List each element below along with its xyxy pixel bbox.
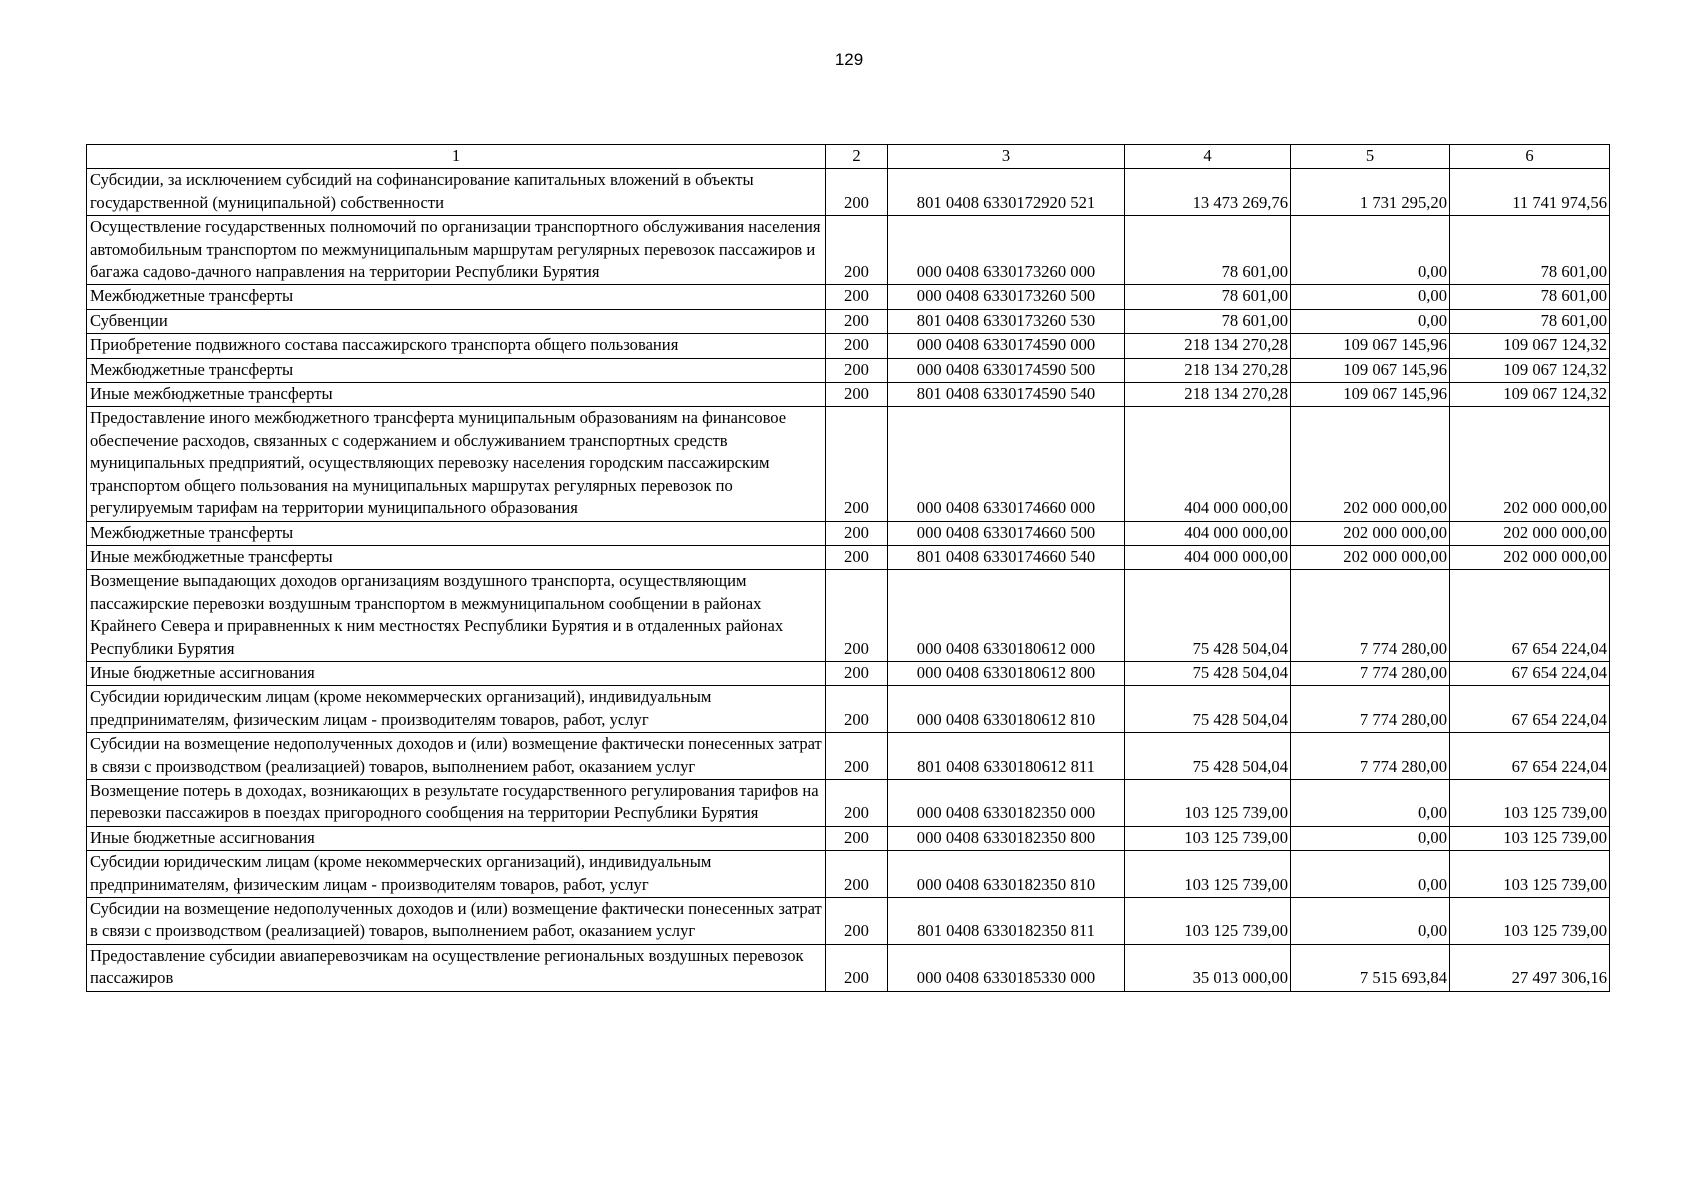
row-value-col6: 78 601,00 <box>1450 309 1610 333</box>
row-value-col4: 103 125 739,00 <box>1125 779 1291 826</box>
row-value-col4: 75 428 504,04 <box>1125 733 1291 780</box>
table-row <box>87 407 1610 521</box>
row-classification: 000 0408 6330182350 810 <box>888 851 1125 898</box>
header-cell-2: 2 <box>826 145 888 169</box>
row-classification: 801 0408 6330172920 521 <box>888 169 1125 216</box>
row-classification: 000 0408 6330182350 800 <box>888 826 1125 850</box>
row-value-col4: 78 601,00 <box>1125 309 1291 333</box>
row-value-col6: 103 125 739,00 <box>1450 851 1610 898</box>
budget-table <box>86 144 1610 992</box>
row-name: Иные межбюджетные трансферты <box>87 383 826 407</box>
row-code: 200 <box>826 826 888 850</box>
header-row <box>87 145 1610 169</box>
row-name: Межбюджетные трансферты <box>87 358 826 382</box>
row-name: Межбюджетные трансферты <box>87 285 826 309</box>
row-code: 200 <box>826 898 888 945</box>
row-value-col5: 202 000 000,00 <box>1291 521 1450 545</box>
row-name: Межбюджетные трансферты <box>87 521 826 545</box>
row-classification: 000 0408 6330174660 500 <box>888 521 1125 545</box>
row-classification: 000 0408 6330173260 500 <box>888 285 1125 309</box>
row-code: 200 <box>826 309 888 333</box>
row-code: 200 <box>826 285 888 309</box>
row-value-col5: 0,00 <box>1291 309 1450 333</box>
row-value-col6: 103 125 739,00 <box>1450 898 1610 945</box>
row-name: Осуществление государственных полномочий по организации транспортного обслуживания населения автомобильным транспортом по межмуниципальным маршрутам регулярных перевозок пассажиров и багажа садово-дачного направления на территории Республики Бурятия <box>87 216 826 285</box>
row-value-col6: 67 654 224,04 <box>1450 661 1610 685</box>
table-row <box>87 661 1610 685</box>
row-value-col6: 78 601,00 <box>1450 216 1610 285</box>
row-value-col4: 218 134 270,28 <box>1125 334 1291 358</box>
row-value-col5: 0,00 <box>1291 851 1450 898</box>
row-value-col4: 404 000 000,00 <box>1125 545 1291 569</box>
row-code: 200 <box>826 383 888 407</box>
row-name: Возмещение потерь в доходах, возникающих в результате государственного регулирования тарифов на перевозки пассажиров в поездах пригородного сообщения на территории Республики Бурятия <box>87 779 826 826</box>
row-code: 200 <box>826 334 888 358</box>
row-value-col5: 7 774 280,00 <box>1291 733 1450 780</box>
table-row <box>87 358 1610 382</box>
row-value-col5: 1 731 295,20 <box>1291 169 1450 216</box>
row-value-col5: 0,00 <box>1291 826 1450 850</box>
row-value-col6: 27 497 306,16 <box>1450 944 1610 991</box>
row-name: Иные бюджетные ассигнования <box>87 661 826 685</box>
row-code: 200 <box>826 570 888 662</box>
row-value-col4: 35 013 000,00 <box>1125 944 1291 991</box>
row-name: Субсидии на возмещение недополученных доходов и (или) возмещение фактически понесенных затрат в связи с производством (реализацией) товаров, выполнением работ, оказанием услуг <box>87 733 826 780</box>
row-value-col6: 78 601,00 <box>1450 285 1610 309</box>
row-name: Возмещение выпадающих доходов организациям воздушного транспорта, осуществляющим пассажирские перевозки воздушным транспортом в межмуниципальном сообщении в районах Крайнего Севера и приравненных к ним местностях Республики Бурятия и в отдаленных районах Республики Бурятия <box>87 570 826 662</box>
row-classification: 000 0408 6330180612 000 <box>888 570 1125 662</box>
row-value-col5: 7 774 280,00 <box>1291 570 1450 662</box>
row-name: Приобретение подвижного состава пассажирского транспорта общего пользования <box>87 334 826 358</box>
header-cell-1: 1 <box>87 145 826 169</box>
row-value-col4: 75 428 504,04 <box>1125 686 1291 733</box>
row-code: 200 <box>826 944 888 991</box>
row-code: 200 <box>826 521 888 545</box>
row-code: 200 <box>826 733 888 780</box>
page-number: 129 <box>834 50 864 69</box>
row-value-col4: 75 428 504,04 <box>1125 570 1291 662</box>
row-name: Субсидии, за исключением субсидий на софинансирование капитальных вложений в объекты государственной (муниципальной) собственности <box>87 169 826 216</box>
header-cell-6: 6 <box>1450 145 1610 169</box>
row-value-col5: 0,00 <box>1291 898 1450 945</box>
row-classification: 000 0408 6330185330 000 <box>888 944 1125 991</box>
row-value-col4: 78 601,00 <box>1125 216 1291 285</box>
row-value-col5: 7 774 280,00 <box>1291 661 1450 685</box>
row-value-col5: 0,00 <box>1291 216 1450 285</box>
row-value-col4: 218 134 270,28 <box>1125 383 1291 407</box>
header-cell-3: 3 <box>888 145 1125 169</box>
row-value-col5: 0,00 <box>1291 779 1450 826</box>
row-classification: 801 0408 6330173260 530 <box>888 309 1125 333</box>
row-name: Субвенции <box>87 309 826 333</box>
row-name: Иные бюджетные ассигнования <box>87 826 826 850</box>
row-classification: 801 0408 6330174590 540 <box>888 383 1125 407</box>
row-code: 200 <box>826 661 888 685</box>
row-name: Субсидии юридическим лицам (кроме некоммерческих организаций), индивидуальным предпринимателям, физическим лицам - производителям товаров, работ, услуг <box>87 851 826 898</box>
row-value-col5: 109 067 145,96 <box>1291 334 1450 358</box>
table-row <box>87 851 1610 898</box>
row-value-col6: 202 000 000,00 <box>1450 407 1610 521</box>
table-row <box>87 334 1610 358</box>
table-body <box>87 169 1610 991</box>
row-value-col5: 109 067 145,96 <box>1291 358 1450 382</box>
row-value-col5: 202 000 000,00 <box>1291 407 1450 521</box>
row-value-col6: 109 067 124,32 <box>1450 383 1610 407</box>
row-value-col5: 7 515 693,84 <box>1291 944 1450 991</box>
row-value-col5: 7 774 280,00 <box>1291 686 1450 733</box>
row-classification: 000 0408 6330180612 800 <box>888 661 1125 685</box>
table-row <box>87 285 1610 309</box>
row-value-col6: 109 067 124,32 <box>1450 358 1610 382</box>
table-row <box>87 779 1610 826</box>
table-row <box>87 826 1610 850</box>
table-row <box>87 216 1610 285</box>
row-classification: 000 0408 6330174660 000 <box>888 407 1125 521</box>
row-value-col6: 109 067 124,32 <box>1450 334 1610 358</box>
row-classification: 801 0408 6330174660 540 <box>888 545 1125 569</box>
row-code: 200 <box>826 779 888 826</box>
row-code: 200 <box>826 407 888 521</box>
table-row <box>87 898 1610 945</box>
row-name: Субсидии на возмещение недополученных доходов и (или) возмещение фактически понесенных затрат в связи с производством (реализацией) товаров, выполнением работ, оказанием услуг <box>87 898 826 945</box>
row-value-col4: 404 000 000,00 <box>1125 521 1291 545</box>
row-value-col6: 103 125 739,00 <box>1450 826 1610 850</box>
row-value-col4: 13 473 269,76 <box>1125 169 1291 216</box>
table-row <box>87 169 1610 216</box>
table-row <box>87 686 1610 733</box>
table-row <box>87 309 1610 333</box>
row-code: 200 <box>826 851 888 898</box>
row-classification: 000 0408 6330173260 000 <box>888 216 1125 285</box>
row-value-col5: 109 067 145,96 <box>1291 383 1450 407</box>
row-value-col4: 103 125 739,00 <box>1125 826 1291 850</box>
row-value-col4: 78 601,00 <box>1125 285 1291 309</box>
row-value-col5: 202 000 000,00 <box>1291 545 1450 569</box>
row-value-col6: 202 000 000,00 <box>1450 521 1610 545</box>
table-row <box>87 521 1610 545</box>
row-code: 200 <box>826 358 888 382</box>
header-cell-5: 5 <box>1291 145 1450 169</box>
table-row <box>87 545 1610 569</box>
row-classification: 000 0408 6330174590 000 <box>888 334 1125 358</box>
row-value-col4: 103 125 739,00 <box>1125 898 1291 945</box>
row-value-col4: 103 125 739,00 <box>1125 851 1291 898</box>
row-name: Предоставление субсидии авиаперевозчикам на осуществление региональных воздушных перевозок пассажиров <box>87 944 826 991</box>
table-row <box>87 383 1610 407</box>
row-value-col6: 11 741 974,56 <box>1450 169 1610 216</box>
row-value-col4: 404 000 000,00 <box>1125 407 1291 521</box>
row-classification: 000 0408 6330180612 810 <box>888 686 1125 733</box>
row-value-col6: 67 654 224,04 <box>1450 570 1610 662</box>
row-classification: 000 0408 6330182350 000 <box>888 779 1125 826</box>
row-code: 200 <box>826 169 888 216</box>
row-classification: 000 0408 6330174590 500 <box>888 358 1125 382</box>
row-classification: 801 0408 6330182350 811 <box>888 898 1125 945</box>
row-value-col4: 75 428 504,04 <box>1125 661 1291 685</box>
table-row <box>87 944 1610 991</box>
row-value-col4: 218 134 270,28 <box>1125 358 1291 382</box>
row-value-col6: 67 654 224,04 <box>1450 733 1610 780</box>
row-name: Предоставление иного межбюджетного трансферта муниципальным образованиям на финансовое обеспечение расходов, связанных с содержанием и обслуживанием транспортных средств муниципальных предприятий, осуществляющих перевозку населения городским пассажирским транспортом общего пользования на муниципальных маршрутах регулярных перевозок по регулируемым тарифам на территории муниципального образования <box>87 407 826 521</box>
row-name: Иные межбюджетные трансферты <box>87 545 826 569</box>
row-name: Субсидии юридическим лицам (кроме некоммерческих организаций), индивидуальным предпринимателям, физическим лицам - производителям товаров, работ, услуг <box>87 686 826 733</box>
table-row <box>87 570 1610 662</box>
row-code: 200 <box>826 216 888 285</box>
header-cell-4: 4 <box>1125 145 1291 169</box>
row-value-col5: 0,00 <box>1291 285 1450 309</box>
table-row <box>87 733 1610 780</box>
row-value-col6: 202 000 000,00 <box>1450 545 1610 569</box>
row-value-col6: 103 125 739,00 <box>1450 779 1610 826</box>
row-value-col6: 67 654 224,04 <box>1450 686 1610 733</box>
row-code: 200 <box>826 686 888 733</box>
row-code: 200 <box>826 545 888 569</box>
row-classification: 801 0408 6330180612 811 <box>888 733 1125 780</box>
